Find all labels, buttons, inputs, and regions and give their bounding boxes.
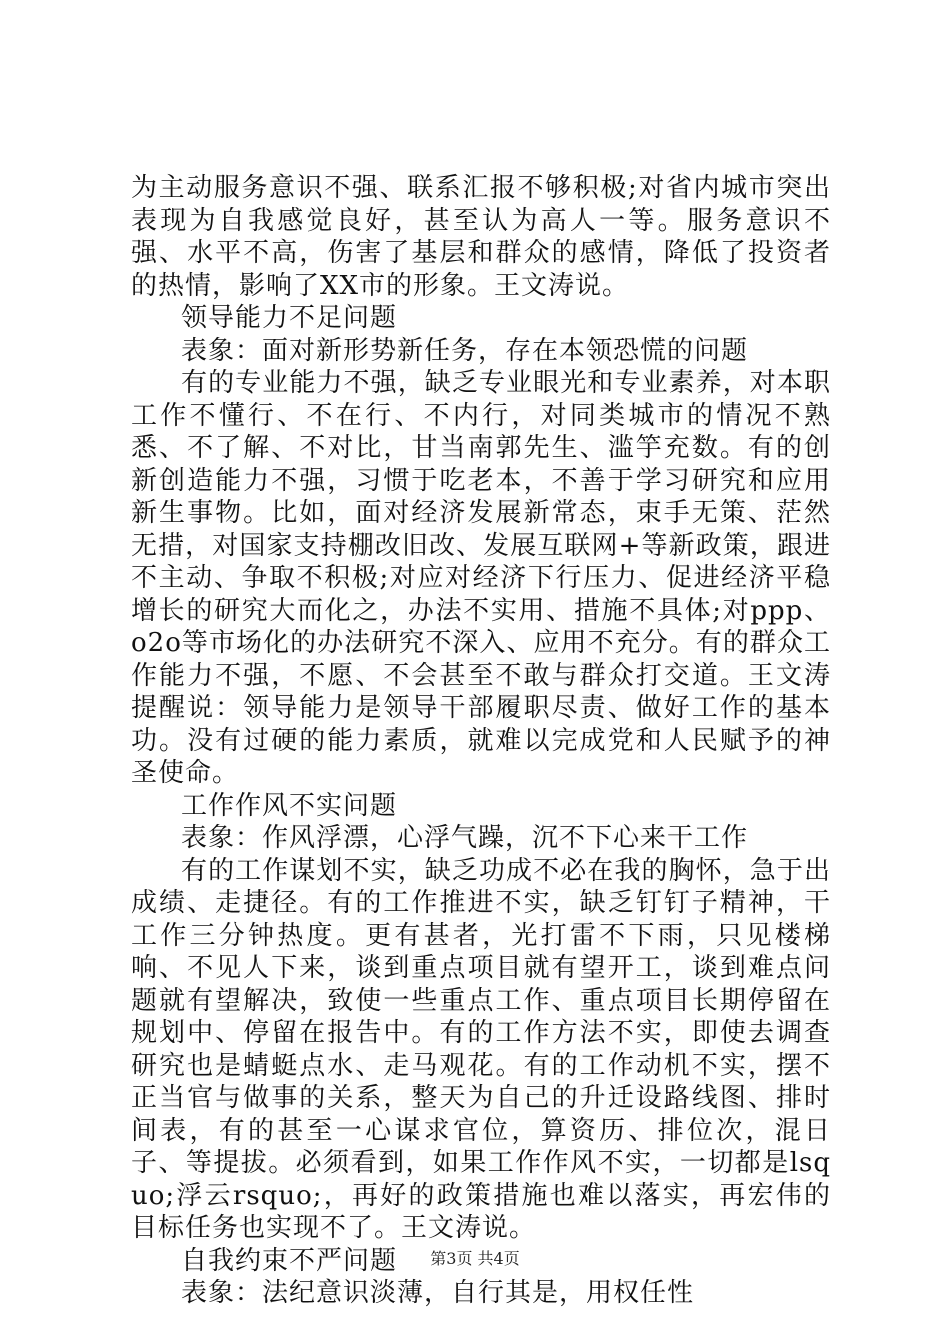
paragraph: 有的专业能力不强，缺乏专业眼光和专业素养，对本职工作不懂行、不在行、不内行，对同类城市的情况不熟悉、不了解、不对比，甘当南郭先生、滥竽充数。有的创新创造能力不强，习惯于吃老本，不善于学习研究和应用新生事物。比如，面对经济发展新常态，束手无策、茫然无措，对国家支持棚改旧改、发展互联网+等新政策，跟进不主动、争取不积极;对应对经济下行压力、促进经济平稳增长的研究大而化之，办法不实用、措施不具体;对ppp、o2o等市场化的办法研究不深入、应用不充分。有的群众工作能力不强，不愿、不会甚至不敢与群众打交道。王文涛提醒说：领导能力是领导干部履职尽责、做好工作的基本功。没有过硬的能力素质，就难以完成党和人民赋予的神圣使命。 xyxy=(131,368,831,788)
paragraph: 有的工作谋划不实，缺乏功成不必在我的胸怀，急于出成绩、走捷径。有的工作推进不实，缺乏钉钉子精神，干工作三分钟热度。更有甚者，光打雷不下雨，只见楼梯响、不见人下来，谈到重点项目就有望开工，谈到难点问题就有望解决，致使一些重点工作、重点项目长期停留在规划中、停留在报告中。有的工作方法不实，即使去调查研究也是蜻蜓点水、走马观花。有的工作动机不实，摆不正当官与做事的关系，整天为自己的升迁设路线图、排时间表，有的甚至一心谋求官位，算资历、排位次，混日子、等提拔。必须看到，如果工作作风不实，一切都是lsquo;浮云rsquo;，再好的政策措施也难以落实，再宏伟的目标任务也实现不了。王文涛说。 xyxy=(131,855,831,1243)
section-heading: 工作作风不实问题 xyxy=(181,790,398,821)
section-heading: 领导能力不足问题 xyxy=(181,303,398,333)
symptom-line: 表象：法纪意识淡薄，自行其是，用权任性 xyxy=(181,1278,695,1308)
page-footer xyxy=(0,1246,950,1269)
page-number: 第3页 共4页 xyxy=(430,1249,520,1268)
symptom-line: 表象：作风浮漂，心浮气躁，沉不下心来干工作 xyxy=(181,823,749,853)
section-heading: 自我约束不严问题 xyxy=(181,1245,398,1276)
paragraph: 为主动服务意识不强、联系汇报不够积极;对省内城市突出表现为自我感觉良好，甚至认为高人一等。服务意识不强、水平不高，伤害了基层和群众的感情，降低了投资者的热情，影响了XX市的形象。王文涛说。 xyxy=(131,173,831,301)
document-body xyxy=(131,172,831,1310)
symptom-line: 表象：面对新形势新任务，存在本领恐慌的问题 xyxy=(181,335,749,366)
